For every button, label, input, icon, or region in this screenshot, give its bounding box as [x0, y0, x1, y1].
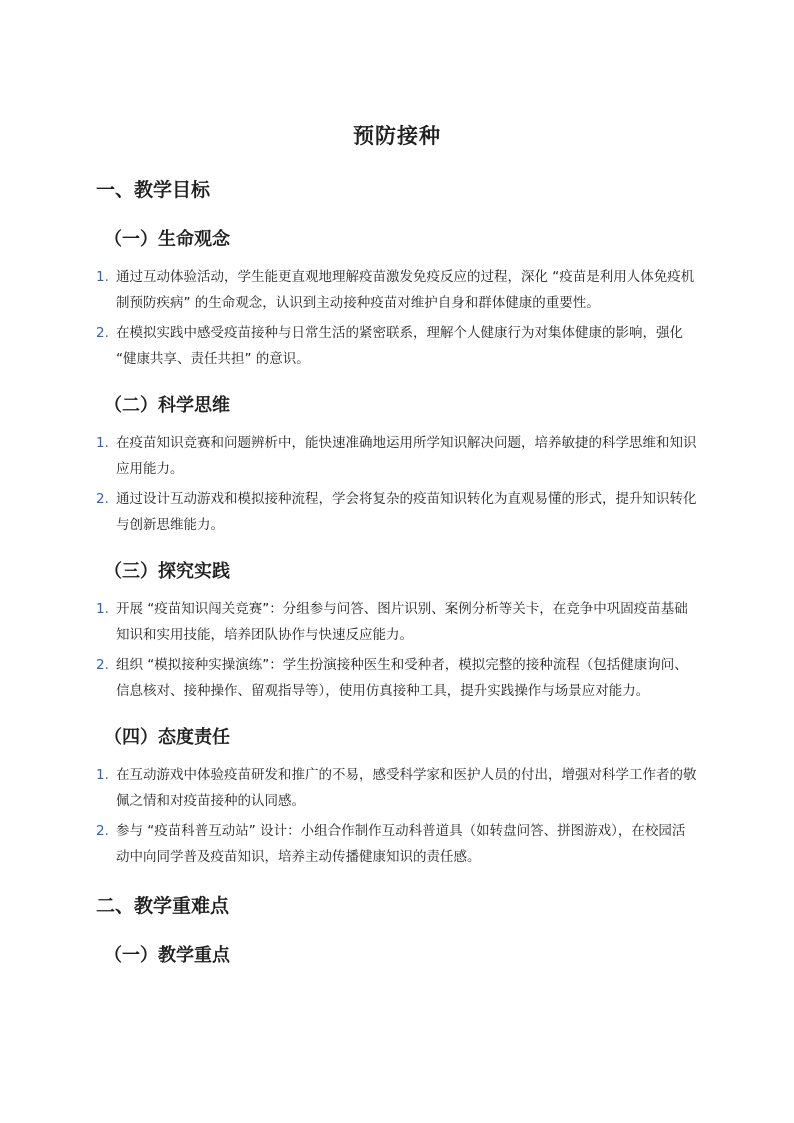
- list-item-text: 在疫苗知识竞赛和问题辨析中，能快速准确地运用所学知识解决问题，培养敏捷的科学思维和知识应用能力。: [116, 435, 697, 477]
- list-attitude-responsibility: [96, 762, 698, 870]
- list-item-number: 2.: [96, 491, 109, 507]
- list-item: [96, 596, 698, 648]
- list-item-text: 在模拟实践中感受疫苗接种与日常生活的紧密联系，理解个人健康行为对集体健康的影响，强化 “健康共享、责任共担” 的意识。: [116, 325, 683, 367]
- section-heading-teaching-goals: 一、教学目标: [96, 179, 211, 201]
- list-item: [96, 762, 698, 814]
- section-heading-key-difficult-points: 二、教学重难点: [96, 895, 230, 917]
- list-item-number: 2.: [96, 325, 109, 341]
- list-item-number: 2.: [96, 657, 109, 673]
- subsection-heading-life-concept: （一）生命观念: [104, 229, 230, 250]
- list-item-number: 1.: [96, 601, 109, 617]
- document-title: 预防接种: [353, 124, 441, 148]
- list-item-text: 组织 “模拟接种实操演练”：学生扮演接种医生和受种者，模拟完整的接种流程（包括健康询问、信息核对、接种操作、留观指导等），使用仿真接种工具，提升实践操作与场景应对能力。: [116, 657, 688, 699]
- subsection-heading-scientific-thinking: （二）科学思维: [104, 395, 230, 416]
- subsection-heading-inquiry-practice: （三）探究实践: [104, 561, 230, 582]
- list-item-number: 1.: [96, 767, 109, 783]
- list-item-text: 参与 “疫苗科普互动站” 设计：小组合作制作互动科普道具（如转盘问答、拼图游戏），在校园活动中向同学普及疫苗知识，培养主动传播健康知识的责任感。: [116, 823, 686, 865]
- list-item: [96, 818, 698, 870]
- list-item: [96, 652, 698, 704]
- list-item-text: 在互动游戏中体验疫苗研发和推广的不易，感受科学家和医护人员的付出，增强对科学工作者的敬佩之情和对疫苗接种的认同感。: [116, 767, 697, 809]
- list-item-number: 2.: [96, 823, 109, 839]
- list-item: [96, 486, 698, 538]
- subsection-heading-attitude-responsibility: （四）态度责任: [104, 727, 230, 748]
- list-item: [96, 320, 698, 372]
- list-item-text: 通过互动体验活动，学生能更直观地理解疫苗激发免疫反应的过程，深化 “疫苗是利用人体免疫机制预防疾病” 的生命观念，认识到主动接种疫苗对维护自身和群体健康的重要性。: [116, 269, 695, 311]
- list-item: [96, 430, 698, 482]
- subsection-heading-teaching-focus: （一）教学重点: [104, 945, 230, 966]
- list-scientific-thinking: [96, 430, 698, 538]
- list-item: [96, 264, 698, 316]
- list-life-concept: [96, 264, 698, 372]
- list-item-text: 开展 “疫苗知识闯关竞赛”：分组参与问答、图片识别、案例分析等关卡，在竞争中巩固疫苗基础知识和实用技能，培养团队协作与快速反应能力。: [116, 601, 688, 643]
- list-item-text: 通过设计互动游戏和模拟接种流程，学会将复杂的疫苗知识转化为直观易懂的形式，提升知识转化与创新思维能力。: [116, 491, 697, 533]
- list-item-number: 1.: [96, 435, 109, 451]
- list-item-number: 1.: [96, 269, 109, 285]
- list-inquiry-practice: [96, 596, 698, 704]
